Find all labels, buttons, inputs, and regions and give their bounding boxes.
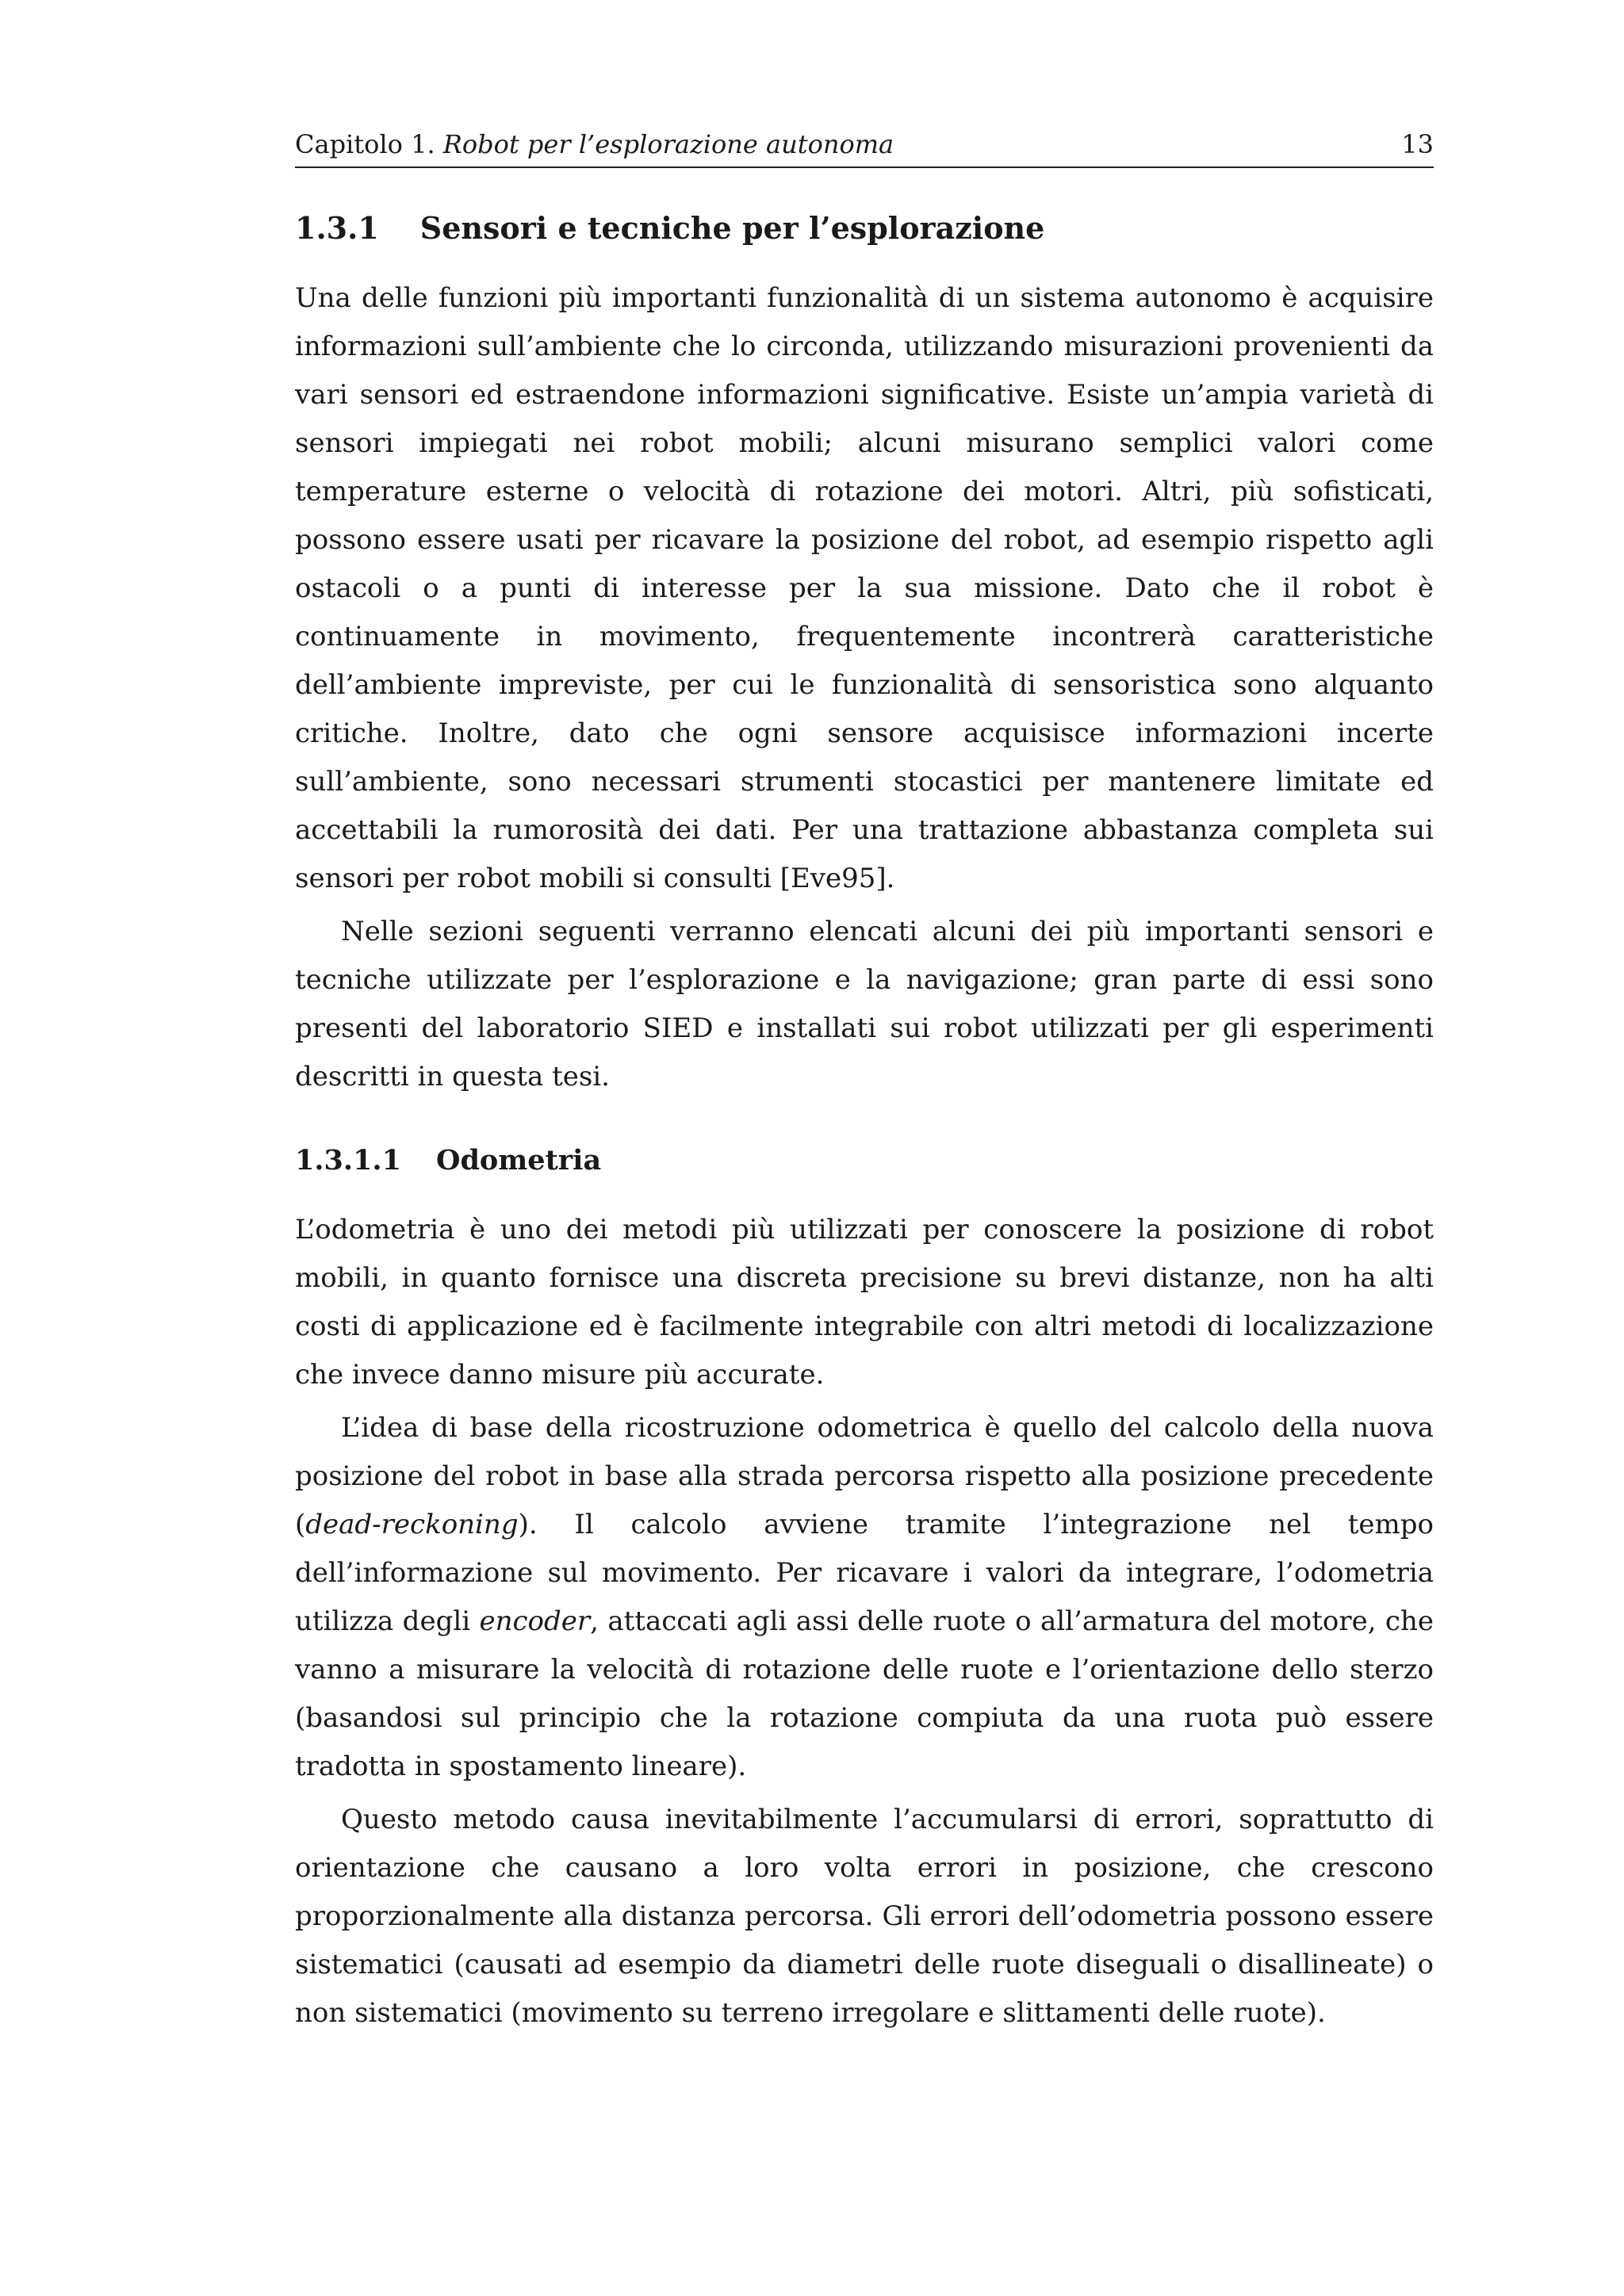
chapter-label: Capitolo 1. [295, 129, 435, 159]
section-paragraph-1: Una delle funzioni più importanti funzionalità di un sistema autonomo è acquisire informazioni sull’ambiente che lo circonda, utilizzando misurazioni provenienti da vari sensori ed estraendone informazioni significative. Esiste un’ampia varietà di sensori impiegati nei robot mobili; alcuni misurano semplici valori come temperature esterne o velocità di rotazione dei motori. Altri, più sofisticati, possono essere usati per ricavare la posizione del robot, ad esempio rispetto agli ostacoli o a punti di interesse per la sua missione. Dato che il robot è continuamente in movimento, frequentemente incontrerà caratteristiche dell’ambiente impreviste, per cui le funzionalità di sensoristica sono alquanto critiche. Inoltre, dato che ogni sensore acquisisce informazioni incerte sull’ambiente, sono necessari strumenti stocastici per mantenere limitate ed accettabili la rumorosità dei dati. Per una trattazione abbastanza completa sui sensori per robot mobili si consulti [Eve95]. [295, 282, 1434, 894]
subsection-paragraph-3: Questo metodo causa inevitabilmente l’accumularsi di errori, soprattutto di orientazione che causano a loro volta errori in posizione, che crescono proporzionalmente alla distanza percorsa. Gli errori dell’odometria possono essere sistematici (causati ad esempio da diametri delle ruote diseguali o disallineate) o non sistematici (movimento su terreno irregolare e slittamenti delle ruote). [295, 1804, 1434, 2029]
page-number: 13 [1401, 129, 1434, 159]
term-encoder: encoder [479, 1605, 591, 1637]
chapter-title: Robot per l’esplorazione autonoma [442, 129, 894, 159]
section-title: Sensori e tecniche per l’esplorazione [419, 210, 1045, 246]
subsection-title: Odometria [435, 1144, 602, 1177]
running-header [295, 127, 1434, 168]
paragraph-text-part: ). Il calcolo avviene tramite l’integrazione nel tempo dell’informazione sul movimento. Per ricavare i valori da integrare, l’odometria utilizza degli [295, 1509, 1434, 1637]
chapter-heading [295, 127, 894, 162]
subsection-number: 1.3.1.1 [295, 1144, 401, 1177]
subsection-paragraph-2 [295, 1404, 1434, 1791]
section-paragraph-2: Nelle sezioni seguenti verranno elencati alcuni dei più importanti sensori e tecniche utilizzate per l’esplorazione e la navigazione; gran parte di essi sono presenti del laboratorio SIED e installati sui robot utilizzati per gli esperimenti descritti in questa tesi. [295, 916, 1434, 1093]
paragraph-text-part: L’idea di base della ricostruzione odometrica è quello del calcolo della nuova posizione del robot in base alla strada percorsa rispetto alla posizione precedente ( [295, 1412, 1434, 1540]
subsection-heading [295, 1139, 1434, 1182]
subsection-paragraph-1: L’odometria è uno dei metodi più utilizzati per conoscere la posizione di robot mobili, in quanto fornisce una discreta precisione su brevi distanze, non ha alti costi di applicazione ed è facilmente integrabile con altri metodi di localizzazione che invece danno misure più accurate. [295, 1214, 1434, 1391]
section-heading [295, 206, 1434, 251]
term-dead-reckoning: dead-reckoning [305, 1509, 519, 1540]
section-number: 1.3.1 [295, 210, 379, 246]
paragraph-text-part: , attaccati agli assi delle ruote o all’armatura del motore, che vanno a misurare la velocità di rotazione delle ruote e l’orientazione dello sterzo (basandosi sul principio che la rotazione compiuta da una ruota può essere tradotta in spostamento lineare). [295, 1605, 1434, 1782]
document-page [295, 127, 1434, 2038]
